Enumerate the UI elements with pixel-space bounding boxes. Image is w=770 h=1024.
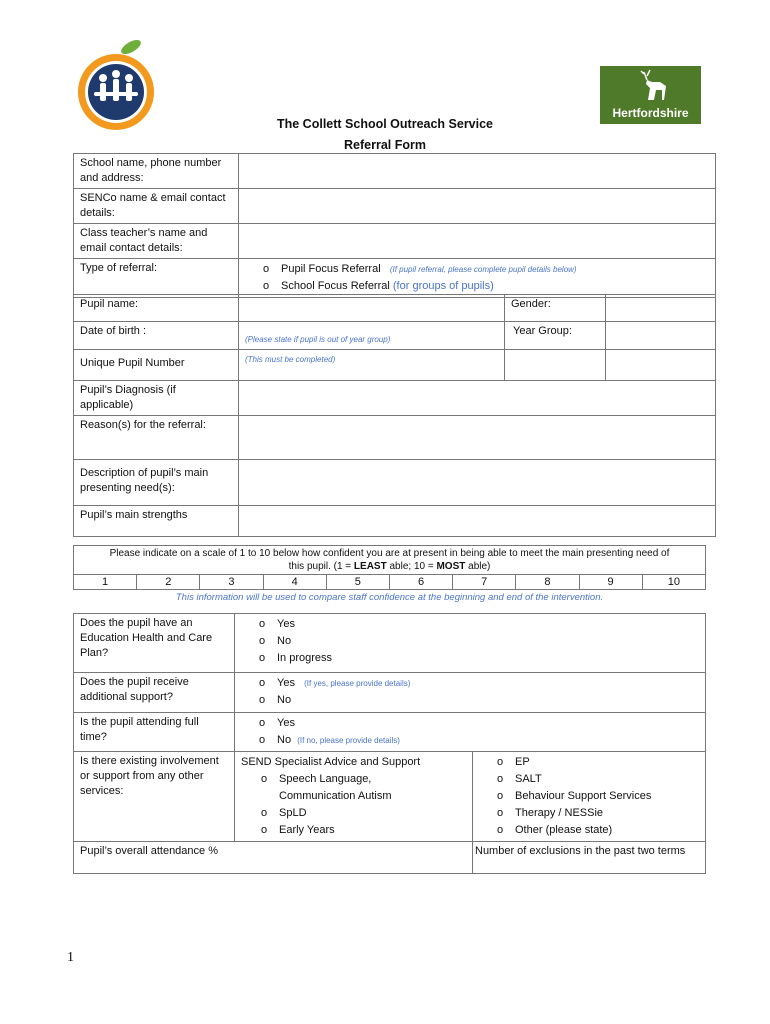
referral-type-label: Type of referral:	[74, 259, 239, 298]
radio-bullet-icon: o	[259, 618, 266, 630]
radio-bullet-icon: o	[497, 807, 504, 819]
radio-bullet-icon: o	[259, 635, 266, 647]
school-referral-note: (for groups of pupils)	[392, 280, 494, 292]
needs-label: Description of pupil’s main presenting need(s):	[74, 460, 239, 506]
scale-cell-9[interactable]: 9	[579, 575, 642, 590]
scale-cell-6[interactable]: 6	[389, 575, 452, 590]
radio-bullet-icon: o	[263, 280, 270, 292]
upn-field[interactable]	[239, 350, 505, 381]
form-subtitle: Referral Form	[344, 138, 426, 152]
ehcp-options	[235, 614, 706, 673]
stag-icon	[600, 66, 701, 106]
school-name-field[interactable]	[239, 154, 716, 189]
ehcp-label: Does the pupil have an Education Health and Care Plan?	[74, 614, 235, 673]
diagnosis-field[interactable]	[239, 381, 716, 416]
dob-label: Date of birth :	[74, 322, 239, 350]
scale-cell-1[interactable]: 1	[74, 575, 137, 590]
school-name-label: School name, phone number and address:	[74, 154, 239, 189]
gender-label: Gender:	[505, 295, 606, 322]
radio-bullet-icon: o	[259, 734, 266, 746]
option-pupil-focus[interactable]: o Pupil Focus Referral (If pupil referral, please complete pupil details below)	[245, 261, 709, 278]
hertfordshire-text: Hertfordshire	[612, 106, 689, 120]
upn-note: (This must be completed)	[245, 355, 336, 364]
gender-field[interactable]	[606, 295, 716, 322]
full-time-yes-option[interactable]: o Yes	[241, 715, 699, 732]
ehcp-progress-option[interactable]: o In progress	[241, 650, 699, 667]
pupil-details-table	[73, 294, 716, 537]
dob-field[interactable]	[239, 322, 505, 350]
radio-bullet-icon: o	[261, 824, 268, 836]
year-group-field[interactable]	[606, 322, 716, 350]
radio-bullet-icon: o	[259, 717, 266, 729]
additional-support-label: Does the pupil receive additional support?	[74, 673, 235, 713]
strengths-field[interactable]	[239, 506, 716, 537]
service-ep-option[interactable]: o EP	[479, 754, 699, 771]
confidence-note: This information will be used to compare staff confidence at the beginning and end of the intervention.	[175, 592, 604, 603]
service-therapy-option[interactable]: o Therapy / NESSie	[479, 805, 699, 822]
radio-bullet-icon: o	[497, 756, 504, 768]
strengths-label: Pupil’s main strengths	[74, 506, 239, 537]
additional-support-options	[235, 673, 706, 713]
diagnosis-label: Pupil’s Diagnosis (if applicable)	[74, 381, 239, 416]
radio-bullet-icon: o	[497, 773, 504, 785]
scale-cell-8[interactable]: 8	[516, 575, 579, 590]
radio-bullet-icon: o	[261, 807, 268, 819]
page-number: 1	[67, 950, 74, 965]
full-time-label: Is the pupil attending full time?	[74, 713, 235, 752]
senco-field[interactable]	[239, 189, 716, 224]
reasons-field[interactable]	[239, 416, 716, 460]
radio-bullet-icon: o	[263, 263, 270, 275]
confidence-scale-row	[74, 575, 706, 590]
confidence-instructions: Please indicate on a scale of 1 to 10 below how confident you are at present in being able to meet the main presenting need of this pupil. (1 = LEAST able; 10 = MOST able)	[74, 546, 706, 575]
additional-no-option[interactable]: o No	[241, 692, 699, 709]
service-salt-option[interactable]: o SALT	[479, 771, 699, 788]
full-time-options	[235, 713, 706, 752]
ehcp-yes-option[interactable]: o Yes	[241, 616, 699, 633]
send-speech-option[interactable]: o Speech Language,	[241, 771, 466, 788]
pupil-referral-note: (If pupil referral, please complete pupil details below)	[389, 265, 577, 274]
scale-cell-7[interactable]: 7	[453, 575, 516, 590]
dob-note: (Please state if pupil is out of year group)	[245, 335, 391, 344]
send-heading: SEND Specialist Advice and Support	[241, 756, 421, 768]
option-school-focus[interactable]: o School Focus Referral (for groups of pupils)	[245, 278, 709, 295]
hertfordshire-logo	[600, 66, 701, 124]
support-table	[73, 613, 706, 874]
scale-cell-5[interactable]: 5	[326, 575, 389, 590]
page-title: The Collett School Outreach Service	[276, 117, 494, 131]
radio-bullet-icon: o	[259, 694, 266, 706]
confidence-scale-table	[73, 545, 706, 590]
referral-type-options	[239, 259, 716, 298]
scale-cell-4[interactable]: 4	[263, 575, 326, 590]
other-services-cell	[473, 752, 706, 842]
pupil-name-field[interactable]	[239, 295, 505, 322]
radio-bullet-icon: o	[497, 790, 504, 802]
additional-yes-option[interactable]: o Yes (If yes, please provide details)	[241, 675, 699, 692]
radio-bullet-icon: o	[261, 773, 268, 785]
reasons-label: Reason(s) for the referral:	[74, 416, 239, 460]
service-other-option[interactable]: o Other (please state)	[479, 822, 699, 839]
upn-side-cell-2	[606, 350, 716, 381]
upn-label: Unique Pupil Number	[74, 350, 239, 381]
exclusions-cell[interactable]	[473, 842, 706, 874]
radio-bullet-icon: o	[259, 652, 266, 664]
school-details-table	[73, 153, 716, 298]
full-time-no-option[interactable]: o No (If no, please provide details)	[241, 732, 699, 749]
send-services-cell	[235, 752, 473, 842]
radio-bullet-icon: o	[497, 824, 504, 836]
send-early-years-option[interactable]: o Early Years	[241, 822, 466, 839]
scale-cell-2[interactable]: 2	[137, 575, 200, 590]
service-behaviour-option[interactable]: o Behaviour Support Services	[479, 788, 699, 805]
scale-cell-10[interactable]: 10	[642, 575, 705, 590]
needs-field[interactable]	[239, 460, 716, 506]
class-teacher-field[interactable]	[239, 224, 716, 259]
exclusions-label: Number of exclusions in the past two terms	[475, 845, 686, 857]
send-speech-line2: Communication Autism	[279, 790, 392, 802]
year-group-label: Year Group:	[505, 322, 606, 350]
send-spld-option[interactable]: o SpLD	[241, 805, 466, 822]
class-teacher-label: Class teacher’s name and email contact details:	[74, 224, 239, 259]
attendance-label: Pupil’s overall attendance %	[80, 845, 218, 857]
senco-label: SENCo name & email contact details:	[74, 189, 239, 224]
attendance-cell[interactable]	[74, 842, 473, 874]
ehcp-no-option[interactable]: o No	[241, 633, 699, 650]
scale-cell-3[interactable]: 3	[200, 575, 263, 590]
upn-side-cell	[505, 350, 606, 381]
radio-bullet-icon: o	[259, 677, 266, 689]
other-services-label: Is there existing involvement or support from any other services:	[74, 752, 235, 842]
pupil-name-label: Pupil name:	[74, 295, 239, 322]
